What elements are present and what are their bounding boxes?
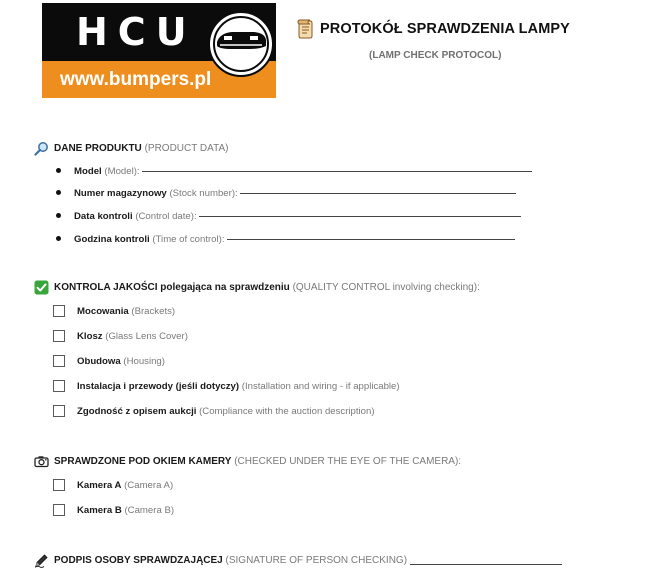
- camera-item-label-pl: Kamera B: [77, 504, 122, 516]
- scroll-icon: [296, 19, 314, 39]
- qc-item-wiring: [53, 380, 400, 392]
- field-label-pl: Data kontroli: [74, 211, 133, 222]
- bullet-icon: [56, 190, 61, 195]
- field-stock-number: [56, 188, 516, 199]
- glass-lens-checkbox[interactable]: [53, 330, 65, 342]
- field-label-pl: Model: [74, 166, 102, 177]
- product-data-heading-pl: DANE PRODUKTU: [54, 143, 142, 154]
- control-date-input-line[interactable]: [199, 215, 521, 217]
- brackets-checkbox[interactable]: [53, 305, 65, 317]
- camera-heading-en: (CHECKED UNDER THE EYE OF THE CAMERA):: [234, 456, 462, 467]
- control-time-input-line[interactable]: [227, 238, 515, 240]
- camera-heading: [34, 454, 461, 469]
- camera-icon: [34, 454, 49, 469]
- stock-number-input-line[interactable]: [240, 192, 516, 194]
- camera-a-checkbox[interactable]: [53, 479, 65, 491]
- document-title-row: [296, 18, 570, 40]
- bullet-icon: [56, 213, 61, 218]
- page-subtitle: (LAMP CHECK PROTOCOL): [369, 50, 502, 61]
- qc-item-auction-compliance: [53, 405, 375, 417]
- field-model: [56, 166, 532, 177]
- housing-checkbox[interactable]: [53, 355, 65, 367]
- qc-item-label-pl: Klosz: [77, 330, 103, 342]
- field-label-en: (Stock number):: [169, 188, 238, 199]
- qc-item-label-en: (Installation and wiring - if applicable): [241, 380, 400, 392]
- quality-control-heading-en: (QUALITY CONTROL involving checking):: [292, 282, 480, 293]
- quality-control-heading-pl: KONTROLA JAKOŚCI polegająca na sprawdzeniu: [54, 282, 290, 293]
- qc-item-housing: [53, 355, 165, 367]
- field-control-time: [56, 234, 515, 245]
- field-control-date: [56, 211, 521, 222]
- qc-item-label-pl: Instalacja i przewody (jeśli dotyczy): [77, 380, 240, 392]
- field-label-en: (Control date):: [135, 211, 197, 222]
- qc-item-label-en: (Brackets): [131, 305, 176, 317]
- auction-compliance-checkbox[interactable]: [53, 405, 65, 417]
- bullet-icon: [56, 236, 61, 241]
- field-label-pl: Godzina kontroli: [74, 234, 150, 245]
- signature-heading: [34, 553, 562, 568]
- signature-heading-en: (SIGNATURE OF PERSON CHECKING): [225, 555, 408, 566]
- model-input-line[interactable]: [142, 170, 532, 172]
- magnifier-icon: [34, 141, 49, 156]
- qc-item-label-pl: Mocowania: [77, 305, 129, 317]
- camera-item-label-en: (Camera B): [124, 504, 175, 516]
- signature-heading-pl: PODPIS OSOBY SPRAWDZAJĄCEJ: [54, 555, 223, 566]
- camera-item-a: [53, 479, 173, 491]
- camera-heading-pl: SPRAWDZONE POD OKIEM KAMERY: [54, 456, 232, 467]
- product-data-heading: [34, 141, 228, 156]
- bumper-icon: [208, 11, 274, 77]
- signature-input-line[interactable]: [410, 563, 562, 565]
- qc-item-label-pl: Obudowa: [77, 355, 121, 367]
- page-title: PROTOKÓŁ SPRAWDZENIA LAMPY: [320, 21, 570, 37]
- camera-item-b: [53, 504, 174, 516]
- qc-item-glass-lens: [53, 330, 188, 342]
- quality-control-heading: [34, 280, 480, 295]
- green-check-icon: [34, 280, 49, 295]
- product-data-heading-en: (PRODUCT DATA): [144, 143, 229, 154]
- bullet-icon: [56, 168, 61, 173]
- qc-item-label-en: (Housing): [123, 355, 165, 367]
- qc-item-label-en: (Glass Lens Cover): [105, 330, 188, 342]
- logo-url-text: www.bumpers.pl: [60, 69, 212, 90]
- pen-icon: [34, 553, 49, 568]
- qc-item-label-pl: Zgodność z opisem aukcji: [77, 405, 197, 417]
- logo-brand-text: HCU: [76, 10, 197, 54]
- camera-b-checkbox[interactable]: [53, 504, 65, 516]
- camera-item-label-pl: Kamera A: [77, 479, 122, 491]
- qc-item-brackets: [53, 305, 175, 317]
- field-label-en: (Time of control):: [152, 234, 225, 245]
- field-label-pl: Numer magazynowy: [74, 188, 167, 199]
- field-label-en: (Model):: [104, 166, 140, 177]
- wiring-checkbox[interactable]: [53, 380, 65, 392]
- camera-item-label-en: (Camera A): [124, 479, 174, 491]
- company-logo: [42, 3, 276, 98]
- qc-item-label-en: (Compliance with the auction description): [199, 405, 375, 417]
